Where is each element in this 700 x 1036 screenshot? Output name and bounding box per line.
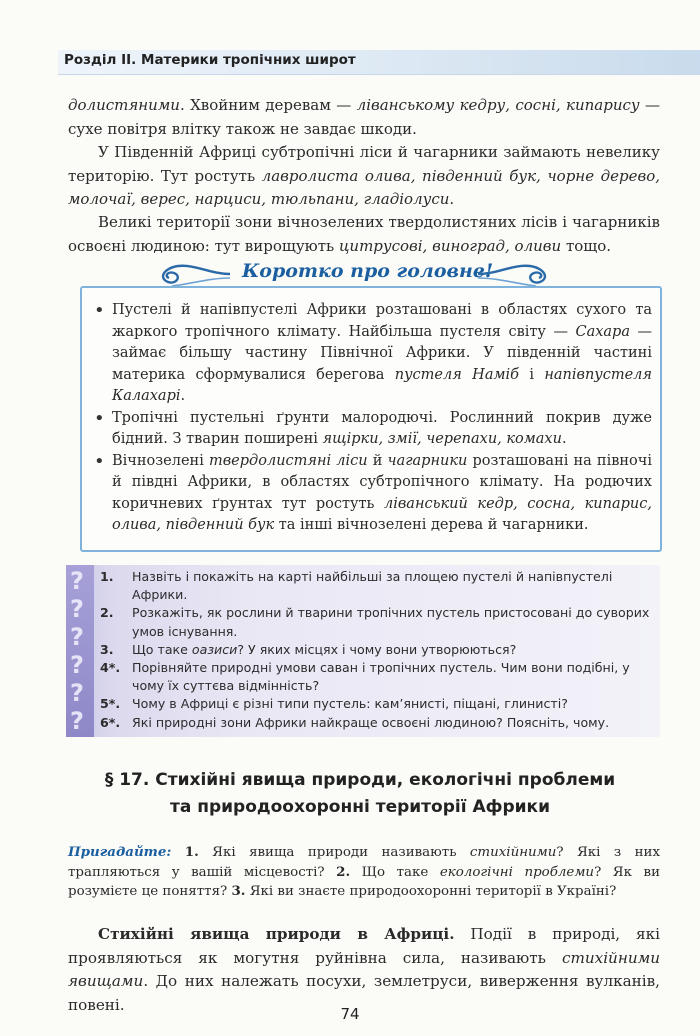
right-swirl-ornament (474, 260, 558, 288)
bold-run: 2. (336, 863, 351, 880)
question-item: 5*. Чому в Африці є різні типи пустель: кам’янисті, піщані, глинисті? (100, 696, 568, 712)
italic-run: долистяними (68, 96, 180, 114)
summary-item: • Тропічні пустельні ґрунти малородючі. Рослинний покрив дуже бідний. З тварин поширені ящірки, змії, черепахи, комахи. (92, 408, 652, 451)
recall-block: Пригадайте: 1. Які явища природи називають стихійними? Які з них трапляються у вашій місцевості? 2. Що таке екологічні проблеми? Як ви розумієте це поняття? 3. Які ви знаєте природоохоронні території в Україні? (68, 844, 661, 899)
italic-run: цитрусові, виноград, оливи (338, 236, 562, 255)
question-mark-icon: ? (70, 651, 84, 679)
italic-run: ящірки, змії, черепахи, комахи (322, 431, 562, 447)
section-title-line2: та природоохоронні території Африки (169, 797, 551, 817)
italic-run: ліванський кедр, сосна, кипарис, олива, південний бук (112, 495, 652, 533)
question-mark-icon: ? (70, 567, 84, 595)
question-item: 6*. Які природні зони Африки найкраще освоєні людиною? Поясніть, чому. (100, 714, 610, 730)
italic-run: чагарники (387, 452, 468, 469)
paragraph-continued: долистяними. Хвойним деревам — ліванському кедру, сосні, кипарису — сухе повітря влітку також не завдає шкоди. (68, 96, 660, 138)
italic-run: ліванському кедру, сосні, кипарису (356, 96, 640, 114)
paragraph-cultivation: Великі території зони вічнозелених твердолистяних лісів і чагарників освоєні людиною: тут вирощують цитрусові, виноград, оливи тощо. (68, 213, 660, 255)
chapter-title: Розділ ІІ. Материки тропічних широт (64, 52, 356, 68)
section-title-line1: § 17. Стихійні явища природи, екологічні проблеми (104, 770, 616, 790)
bold-run: Стихійні явища природи в Африці. (98, 925, 455, 943)
italic-run: напівпустеля Калахарі (112, 366, 652, 404)
italic-run: екологічні проблеми (439, 864, 595, 880)
summary-box (80, 286, 662, 552)
question-mark-icon: ? (70, 679, 84, 707)
question-mark-icon: ? (70, 595, 84, 623)
italic-run: лавролиста олива, південний бук, чорне дерево, молочаї, верес, нарциси, тюльпани, гладіолуси (68, 166, 660, 208)
left-swirl-ornament (150, 260, 234, 288)
summary-list (92, 300, 652, 537)
question-mark-icon: ? (70, 707, 84, 735)
italic-run: твердолистяні ліси (208, 452, 368, 469)
summary-item: • Пустелі й напівпустелі Африки розташовані в областях сухого та жаркого тропічного клімату. Найбільша пустеля світу — Сахара — займає більшу частину Північної Африки. У південній частині материка сформувалися берегова пустеля Наміб і напівпустеля Калахарі. (92, 300, 652, 408)
bold-run: 1. (184, 844, 199, 860)
italic-run: оазиси (191, 641, 238, 657)
questions-list (100, 568, 656, 732)
italic-run: стихійними (469, 845, 557, 860)
question-item: 3. Що таке оазиси? У яких місцях і чому вони утворюються? (100, 641, 517, 657)
question-mark-strip (66, 565, 94, 737)
recall-label: Пригадайте: (68, 844, 172, 860)
bold-run: 3. (231, 883, 246, 899)
italic-run: Сахара (575, 323, 630, 340)
paragraph-natural-hazards: Стихійні явища природи в Африці. Події в природі, які проявляються як могутня руйнівна сила, називають стихійними явищами. До них належать посухи, землетруси, виверження вулканів, повені. (68, 925, 660, 1014)
question-mark-icon: ? (70, 623, 84, 651)
page-number: 74 (340, 1005, 360, 1023)
chapter-header (58, 50, 700, 75)
question-item: 4*. Порівняйте природні умови саван і тропічних пустель. Чим вони подібні, у чому їх суттєва відмінність? (100, 660, 630, 694)
question-item: 2. Розкажіть, як рослини й тварини тропічних пустель пристосовані до суворих умов існування. (100, 605, 650, 639)
summary-item: • Вічнозелені твердолистяні ліси й чагарники розташовані на півночі й півдні Африки, в областях субтропічного клімату. На родючих коричневих ґрунтах тут ростуть ліванський кедр, сосна, кипарис, олива, південний бук та інші вічнозелені дерева й чагарники. (92, 451, 652, 537)
paragraph-south-africa: У Південній Африці субтропічні ліси й чагарники займають невелику територію. Тут ростуть лавролиста олива, південний бук, чорне дерево, молочаї, верес, нарциси, тюльпани, гладіолуси. (68, 143, 660, 208)
italic-run: стихійними явищами (68, 948, 660, 990)
italic-run: пустеля Наміб (394, 366, 519, 383)
questions-block (66, 565, 660, 737)
summary-title-text: Коротко про головне! (242, 260, 494, 282)
question-item: 1. Назвіть і покажіть на карті найбільші за площею пустелі й напівпустелі Африки. (100, 569, 613, 603)
